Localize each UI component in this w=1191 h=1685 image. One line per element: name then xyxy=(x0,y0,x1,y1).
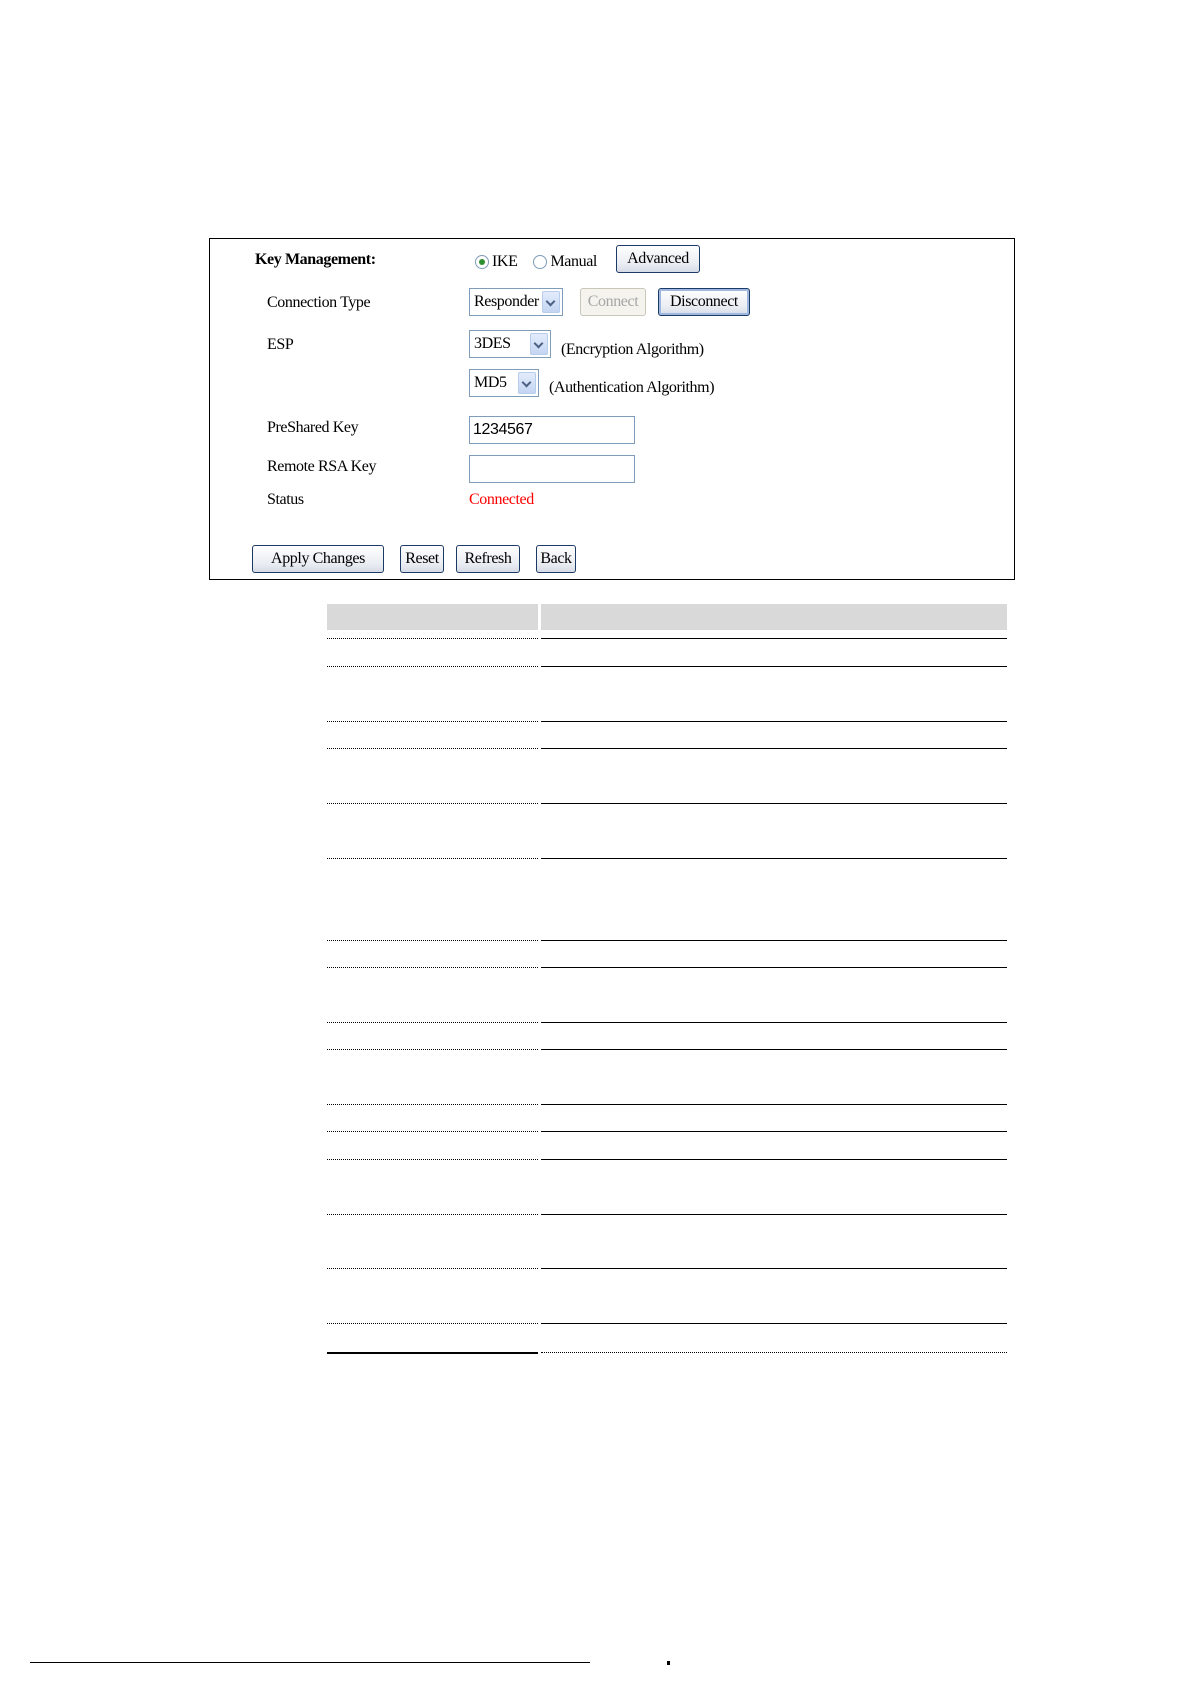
page-footer-mark xyxy=(667,1661,670,1665)
status-value: Connected xyxy=(469,491,534,508)
disconnect-button[interactable]: Disconnect xyxy=(658,288,750,316)
preshared-key-label: PreShared Key xyxy=(267,419,359,436)
manual-radio-label: Manual xyxy=(550,253,597,270)
chevron-down-icon xyxy=(530,333,548,355)
ipsec-settings-panel xyxy=(209,238,1015,580)
chevron-down-icon xyxy=(542,291,560,313)
preshared-key-input[interactable] xyxy=(469,416,635,444)
reset-button[interactable]: Reset xyxy=(400,545,444,573)
apply-changes-button[interactable]: Apply Changes xyxy=(252,545,384,573)
connect-button[interactable]: Connect xyxy=(580,288,646,316)
key-management-label: Key Management: xyxy=(255,251,376,268)
encryption-algorithm-note: (Encryption Algorithm) xyxy=(561,341,704,358)
esp-encryption-select[interactable] xyxy=(469,330,551,358)
chevron-down-icon xyxy=(518,372,536,394)
remote-rsa-key-label: Remote RSA Key xyxy=(267,458,377,475)
remote-rsa-key-input[interactable] xyxy=(469,455,635,483)
advanced-button[interactable]: Advanced xyxy=(616,245,700,273)
table-header-cell xyxy=(541,604,1007,630)
esp-label: ESP xyxy=(267,336,294,353)
connection-type-select[interactable] xyxy=(469,288,563,316)
table-header-cell xyxy=(327,604,538,630)
esp-encryption-value: 3DES xyxy=(474,335,511,352)
table-header xyxy=(327,604,1007,630)
back-button[interactable]: Back xyxy=(536,545,576,573)
status-label: Status xyxy=(267,491,304,508)
refresh-button[interactable]: Refresh xyxy=(456,545,520,573)
ike-radio[interactable] xyxy=(475,255,489,269)
manual-radio[interactable] xyxy=(533,255,547,269)
esp-authentication-select[interactable] xyxy=(469,369,539,397)
key-management-radio-group xyxy=(475,253,613,271)
ike-radio-label: IKE xyxy=(492,253,518,270)
page-footer-rule xyxy=(30,1662,590,1663)
esp-authentication-value: MD5 xyxy=(474,374,507,391)
connection-type-label: Connection Type xyxy=(267,294,371,311)
connection-type-value: Responder xyxy=(474,293,539,310)
authentication-algorithm-note: (Authentication Algorithm) xyxy=(549,379,715,396)
